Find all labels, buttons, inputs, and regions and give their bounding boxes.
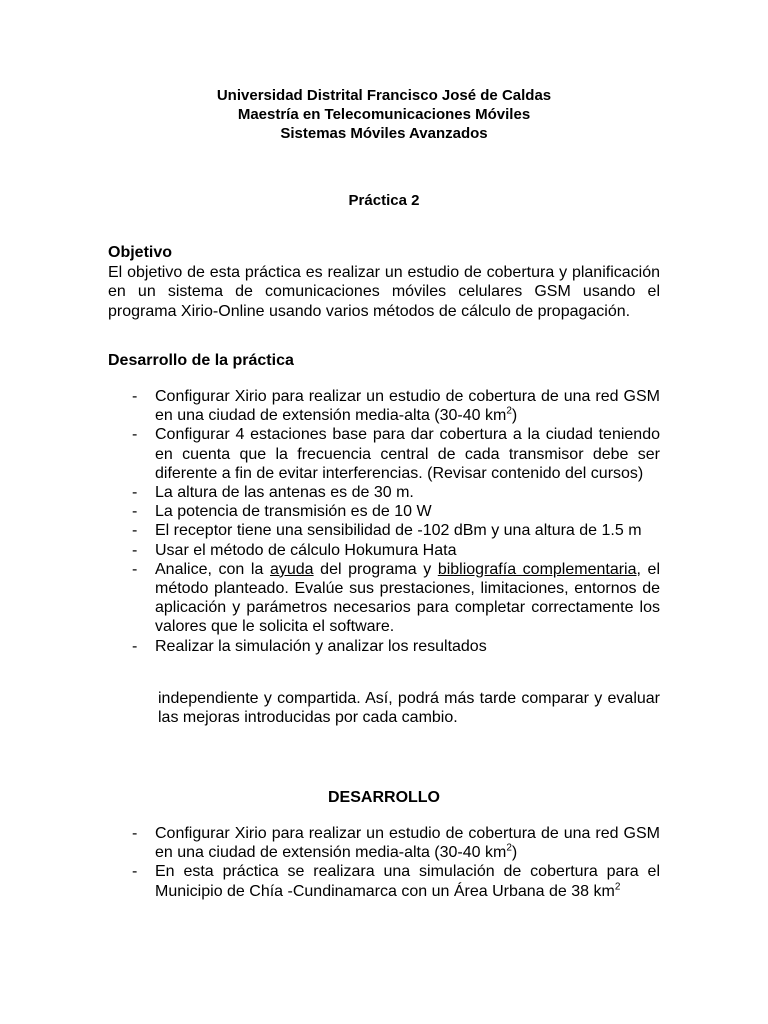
list-item [108, 637, 660, 656]
list-item-text: La altura de las antenas es de 30 m. [155, 484, 414, 502]
list-item [108, 560, 660, 637]
list-item-text: Configurar 4 estaciones base para dar cobertura a la ciudad teniendo en cuenta que la frecuencia central de cada transmisor debe ser diferente a fin de evitar interferencias. (Revisar contenido del cursos) [155, 426, 660, 482]
list-item-text: , el método planteado. Evalúe sus prestaciones, limitaciones, entornos de aplicación y parámetros necesarios para completar correctamente los valores que le solicita el software. [155, 560, 661, 636]
practice-title: Práctica 2 [348, 192, 420, 209]
list-item [108, 502, 660, 521]
list-item [108, 425, 660, 483]
list-item [108, 541, 660, 560]
superscript: 2 [506, 842, 512, 854]
list-dash: - [132, 388, 138, 405]
list-item-text: Usar el método de cálculo Hokumura Hata [155, 541, 457, 559]
superscript: 2 [506, 405, 512, 417]
list-dash: - [132, 522, 138, 540]
list-dash: - [132, 560, 138, 578]
list-dash: - [132, 426, 138, 444]
list-item-text: El receptor tiene una sensibilidad de -102 dBm y una altura de 1.5 m [155, 522, 642, 540]
list-item-text-end: ) [511, 407, 518, 425]
list-item-text-end: ) [511, 844, 518, 862]
list-item-text: del programa y [313, 560, 438, 578]
list-dash: - [132, 825, 138, 842]
course-name: Sistemas Móviles Avanzados [280, 125, 488, 142]
list-dash: - [132, 541, 138, 559]
list-item-text: La potencia de transmisión es de 10 W [155, 503, 432, 521]
document-header [0, 86, 768, 143]
list-item-text: Configurar Xirio para realizar un estudio de cobertura de una red GSM en una ciudad de extensión media-alta (30-40 km [155, 825, 660, 862]
help-link[interactable]: ayuda [269, 560, 314, 578]
superscript: 2 [614, 881, 621, 893]
bibliography-link[interactable]: bibliografía complementaria [437, 560, 637, 578]
list-dash: - [132, 503, 138, 521]
list-item-text: En esta práctica se realizara una simulación de cobertura para el Municipio de Chía -Cundinamarca con un Área Urbana de 38 km [155, 863, 660, 900]
development-list [108, 387, 660, 656]
continuation-text: independiente y compartida. Así, podrá más tarde comparar y evaluar las mejoras introducidas por cada cambio. [158, 690, 660, 727]
objective-heading: Objetivo [108, 244, 173, 261]
list-dash: - [132, 863, 138, 881]
list-item [108, 483, 660, 502]
desarrollo-list [108, 824, 660, 901]
desarrollo-heading: DESARROLLO [328, 789, 440, 806]
list-item-text: Realizar la simulación y analizar los resultados [155, 637, 487, 655]
list-dash: - [132, 484, 138, 502]
development-heading: Desarrollo de la práctica [108, 352, 294, 369]
program-name: Maestría en Telecomunicaciones Móviles [237, 106, 531, 123]
list-item [108, 387, 660, 425]
university-name: Universidad Distrital Francisco José de Caldas [216, 87, 552, 104]
list-item-text: Configurar Xirio para realizar un estudio de cobertura de una red GSM en una ciudad de extensión media-alta (30-40 km [155, 388, 660, 425]
list-dash: - [132, 637, 138, 655]
objective-text: El objetivo de esta práctica es realizar un estudio de cobertura y planificación en un sistema de comunicaciones móviles celulares GSM usando el programa Xirio-Online usando varios métodos de cálculo de propagación. [108, 264, 660, 320]
list-item [108, 824, 660, 862]
list-item [108, 862, 660, 900]
list-item [108, 521, 660, 540]
list-item-text: Analice, con la [155, 560, 270, 578]
